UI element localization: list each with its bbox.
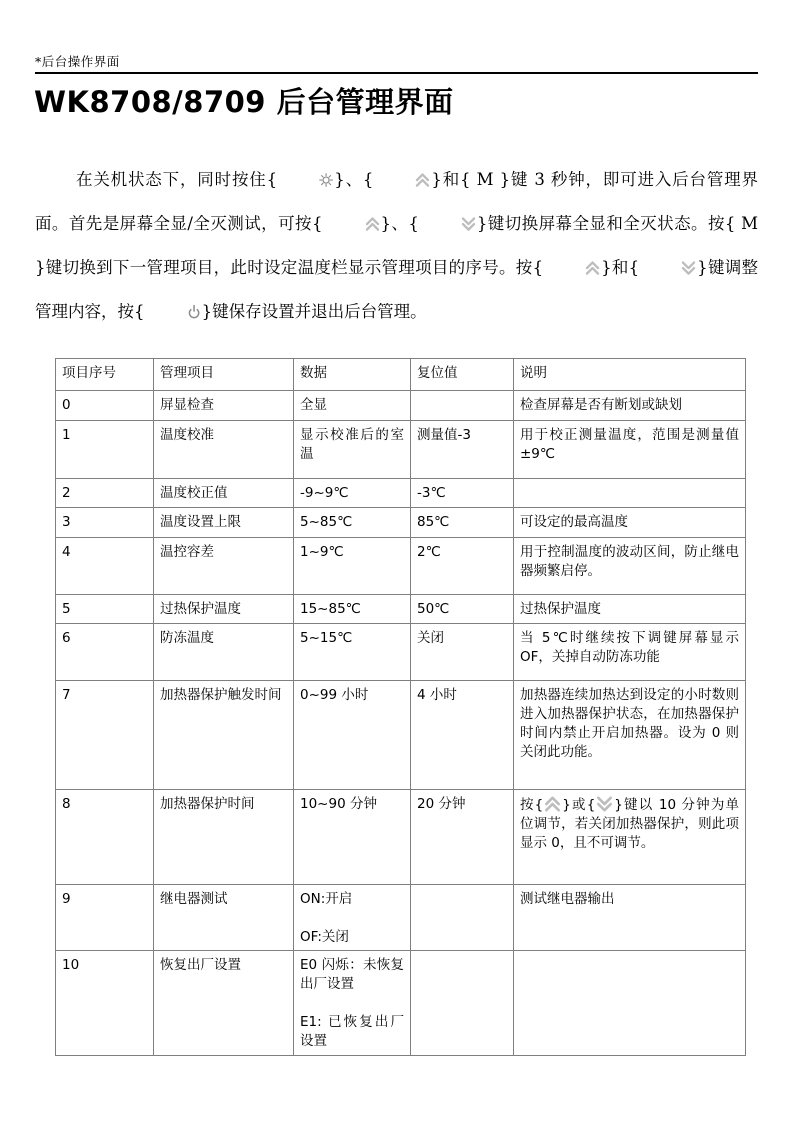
intro-paragraph: 在关机状态下，同时按住{ }、{ }和{ M }键 3 秒钟，即可进入后台管理界面。首先是屏幕全显/全灭测试，可按{ }、{ }键切换屏幕全显和全灭状态。按{ M }键切换到下一管理项目，此时设定温度栏显示管理项目的序号。按{ }和{ }键调整管理内容，按{ }键保存设置并退出后台管理。 bbox=[35, 170, 759, 321]
column-header: 管理项目 bbox=[154, 359, 294, 391]
cell-no: 7 bbox=[56, 681, 154, 790]
sun-icon bbox=[277, 172, 334, 188]
cell-line: 加热器连续加热达到设定的小时数则进入加热器保护状态，在加热器保护时间内禁止开启加热器。设为 0 则关闭此功能。 bbox=[520, 687, 739, 760]
cell-no: 2 bbox=[56, 479, 154, 508]
cell-line bbox=[300, 994, 404, 1013]
cell-desc bbox=[514, 508, 746, 538]
cell-line: 1~9℃ bbox=[300, 544, 344, 560]
chevron-up-icon bbox=[543, 260, 601, 276]
cell-data bbox=[294, 391, 411, 421]
cell-line: 可设定的最高温度 bbox=[520, 514, 628, 530]
cell-no: 10 bbox=[56, 951, 154, 1056]
cell-no: 3 bbox=[56, 508, 154, 538]
table-row bbox=[56, 421, 746, 479]
cell-data bbox=[294, 951, 411, 1056]
cell-reset: 85℃ bbox=[411, 508, 514, 538]
cell-data bbox=[294, 538, 411, 595]
cell-no: 8 bbox=[56, 790, 154, 885]
cell-desc bbox=[514, 391, 746, 421]
column-header: 数据 bbox=[294, 359, 411, 391]
table-row bbox=[56, 885, 746, 951]
cell-data bbox=[294, 681, 411, 790]
table-row bbox=[56, 681, 746, 790]
chevron-up-icon bbox=[323, 216, 381, 232]
cell-item: 继电器测试 bbox=[154, 885, 294, 951]
cell-item: 温度设置上限 bbox=[154, 508, 294, 538]
cell-item: 加热器保护触发时间 bbox=[154, 681, 294, 790]
cell-line: E1: 已恢复出厂设置 bbox=[300, 1014, 404, 1049]
cell-data bbox=[294, 885, 411, 951]
cell-no: 9 bbox=[56, 885, 154, 951]
cell-line: 用于校正测量温度，范围是测量值±9℃ bbox=[520, 427, 739, 462]
cell-reset: 50℃ bbox=[411, 595, 514, 624]
cell-data bbox=[294, 624, 411, 681]
table-body bbox=[56, 391, 746, 1056]
table-row bbox=[56, 595, 746, 624]
cell-item: 加热器保护时间 bbox=[154, 790, 294, 885]
cell-line: 当 5℃时继续按下调键屏幕显示 OF，关掉自动防冻功能 bbox=[520, 630, 739, 665]
cell-data bbox=[294, 508, 411, 538]
cell-desc bbox=[514, 624, 746, 681]
cell-line: ON:开启 bbox=[300, 891, 353, 907]
cell-line: 5~85℃ bbox=[300, 514, 353, 530]
chevron-up-icon bbox=[373, 172, 431, 188]
cell-line: -9~9℃ bbox=[300, 485, 349, 501]
table-row bbox=[56, 538, 746, 595]
chevron-down-icon bbox=[639, 260, 697, 276]
table-row bbox=[56, 479, 746, 508]
cell-desc bbox=[514, 681, 746, 790]
cell-line: 15~85℃ bbox=[300, 601, 361, 617]
cell-line: 检查屏幕是否有断划或缺划 bbox=[520, 397, 682, 413]
cell-data bbox=[294, 595, 411, 624]
cell-line: 测试继电器输出 bbox=[520, 891, 615, 907]
cell-item: 恢复出厂设置 bbox=[154, 951, 294, 1056]
chevron-up-icon bbox=[543, 795, 562, 813]
cell-desc bbox=[514, 790, 746, 885]
cell-item: 温度校正值 bbox=[154, 479, 294, 508]
cell-line: OF:关闭 bbox=[300, 929, 349, 945]
cell-line: 用于控制温度的波动区间，防止继电器频繁启停。 bbox=[520, 544, 739, 579]
table-row bbox=[56, 391, 746, 421]
cell-data bbox=[294, 790, 411, 885]
cell-reset: 测量值-3 bbox=[411, 421, 514, 479]
header-rule bbox=[35, 72, 758, 74]
table-row bbox=[56, 508, 746, 538]
management-table bbox=[55, 358, 746, 1056]
cell-no: 6 bbox=[56, 624, 154, 681]
cell-no: 4 bbox=[56, 538, 154, 595]
cell-no: 0 bbox=[56, 391, 154, 421]
column-header: 说明 bbox=[514, 359, 746, 391]
cell-line: 全显 bbox=[300, 397, 327, 413]
cell-data bbox=[294, 479, 411, 508]
page-title: WK8708/8709 后台管理界面 bbox=[34, 85, 454, 119]
cell-reset: 关闭 bbox=[411, 624, 514, 681]
chevron-down-icon bbox=[595, 795, 614, 813]
column-header: 复位值 bbox=[411, 359, 514, 391]
header-note: *后台操作界面 bbox=[35, 54, 120, 69]
cell-reset: 2℃ bbox=[411, 538, 514, 595]
cell-reset bbox=[411, 391, 514, 421]
cell-line: 5~15℃ bbox=[300, 630, 353, 646]
table-row bbox=[56, 624, 746, 681]
cell-line: E0 闪烁：未恢复出厂设置 bbox=[300, 957, 404, 992]
cell-line: 0~99 小时 bbox=[300, 687, 369, 703]
cell-desc bbox=[514, 538, 746, 595]
chevron-down-icon bbox=[419, 216, 477, 232]
cell-desc bbox=[514, 885, 746, 951]
cell-desc bbox=[514, 421, 746, 479]
cell-line: 显示校准后的室温 bbox=[300, 427, 404, 462]
cell-item: 温控容差 bbox=[154, 538, 294, 595]
cell-item: 防冻温度 bbox=[154, 624, 294, 681]
cell-desc bbox=[514, 479, 746, 508]
table-header-row bbox=[56, 359, 746, 391]
table-row bbox=[56, 951, 746, 1056]
cell-desc bbox=[514, 595, 746, 624]
cell-no: 1 bbox=[56, 421, 154, 479]
cell-item: 温度校准 bbox=[154, 421, 294, 479]
power-icon bbox=[145, 304, 202, 320]
cell-data bbox=[294, 421, 411, 479]
column-header: 项目序号 bbox=[56, 359, 154, 391]
table-row bbox=[56, 790, 746, 885]
cell-desc bbox=[514, 951, 746, 1056]
cell-reset bbox=[411, 885, 514, 951]
cell-reset bbox=[411, 951, 514, 1056]
cell-line: 10~90 分钟 bbox=[300, 796, 377, 812]
cell-line: 按{ }或{ }键以 10 分钟为单位调节，若关闭加热器保护，则此项显示 0，且不可调节。 bbox=[520, 796, 739, 851]
cell-line: 过热保护温度 bbox=[520, 601, 601, 617]
cell-item: 屏显检查 bbox=[154, 391, 294, 421]
cell-no: 5 bbox=[56, 595, 154, 624]
cell-reset: 4 小时 bbox=[411, 681, 514, 790]
cell-item: 过热保护温度 bbox=[154, 595, 294, 624]
cell-line bbox=[300, 909, 404, 928]
cell-reset: -3℃ bbox=[411, 479, 514, 508]
cell-reset: 20 分钟 bbox=[411, 790, 514, 885]
